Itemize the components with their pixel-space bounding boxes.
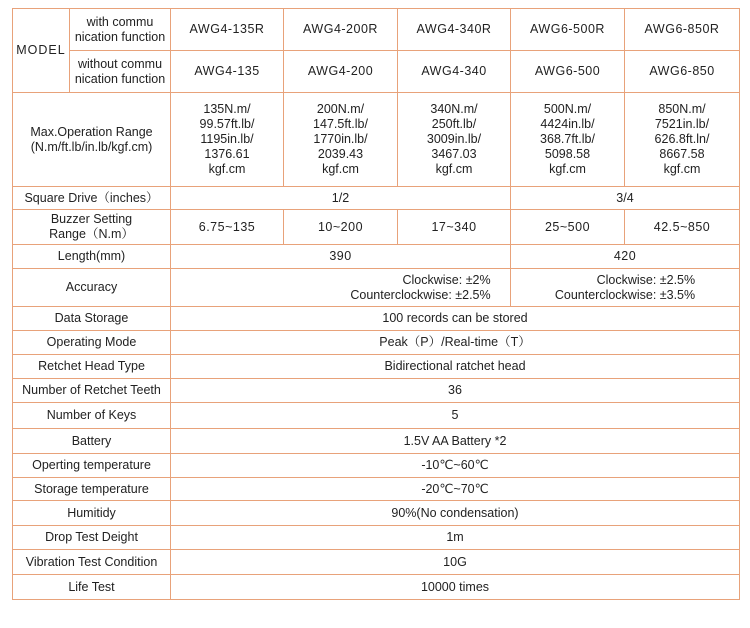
spec-table xyxy=(12,8,740,600)
range-line: 135N.m/ xyxy=(203,102,251,116)
op-temp-label: Operting temperature xyxy=(13,454,171,478)
model-cell: AWG4-135R xyxy=(171,9,284,51)
keys-value: 5 xyxy=(171,403,740,429)
range-line: 99.57ft.lb/ xyxy=(199,117,255,131)
buzzer-value: 6.75~135 xyxy=(171,210,284,245)
vibration-value: 10G xyxy=(171,550,740,575)
model-cell: AWG4-340 xyxy=(398,51,511,93)
max-range-cell xyxy=(171,93,284,187)
model-cell: AWG4-135 xyxy=(171,51,284,93)
model-cell: AWG6-500 xyxy=(511,51,625,93)
table-row xyxy=(13,501,740,526)
range-line: kgf.cm xyxy=(435,162,473,176)
table-row xyxy=(13,245,740,269)
range-line: 1376.61 xyxy=(204,147,250,161)
table-row xyxy=(13,93,740,187)
range-line: 7521in.lb/ xyxy=(654,117,710,131)
teeth-label: Number of Retchet Teeth xyxy=(13,379,171,403)
battery-label: Battery xyxy=(13,429,171,454)
range-line: 3467.03 xyxy=(431,147,477,161)
range-line: kgf.cm xyxy=(663,162,701,176)
length-label: Length(mm) xyxy=(13,245,171,269)
range-line: kgf.cm xyxy=(322,162,359,176)
storage-temp-value: -20℃~70℃ xyxy=(171,478,740,501)
range-line: 850N.m/ xyxy=(658,102,706,116)
accuracy-value xyxy=(511,269,740,307)
table-row xyxy=(13,51,740,93)
buzzer-value: 10~200 xyxy=(284,210,398,245)
table-row xyxy=(13,9,740,51)
range-line: 1770in.lb/ xyxy=(313,132,368,146)
model-cell: AWG4-200 xyxy=(284,51,398,93)
keys-label: Number of Keys xyxy=(13,403,171,429)
table-row xyxy=(13,575,740,600)
length-value: 420 xyxy=(511,245,740,269)
accuracy-block xyxy=(190,273,490,303)
table-row xyxy=(13,454,740,478)
table-row xyxy=(13,478,740,501)
model-cell: AWG4-340R xyxy=(398,9,511,51)
range-line: 4424in.lb/ xyxy=(540,117,595,131)
range-line: 250ft.lb/ xyxy=(431,117,477,131)
range-line: 2039.43 xyxy=(317,147,364,161)
range-line: 8667.58 xyxy=(659,147,705,161)
square-drive-value: 3/4 xyxy=(511,187,740,210)
length-value: 390 xyxy=(171,245,511,269)
range-line: 3009in.lb/ xyxy=(426,132,482,146)
storage-temp-label: Storage temperature xyxy=(13,478,171,501)
operating-mode-label: Operating Mode xyxy=(13,331,171,355)
buzzer-value: 25~500 xyxy=(511,210,625,245)
table-row xyxy=(13,429,740,454)
drop-value: 1m xyxy=(171,526,740,550)
table-row xyxy=(13,355,740,379)
table-row xyxy=(13,210,740,245)
accuracy-line: Clockwise: ±2.5% xyxy=(596,272,696,287)
range-line: 5098.58 xyxy=(544,147,591,161)
table-row xyxy=(13,403,740,429)
square-drive-label: Square Drive（inches） xyxy=(13,187,171,210)
table-row xyxy=(13,526,740,550)
max-range-cell xyxy=(398,93,511,187)
square-drive-value: 1/2 xyxy=(171,187,511,210)
max-range-cell xyxy=(511,93,625,187)
teeth-value: 36 xyxy=(171,379,740,403)
life-label: Life Test xyxy=(13,575,171,600)
model-cell: AWG4-200R xyxy=(284,9,398,51)
operating-mode-value: Peak（P）/Real-time（T） xyxy=(171,331,740,355)
table-row xyxy=(13,269,740,307)
max-range-cell xyxy=(625,93,740,187)
model-cell: AWG6-850R xyxy=(625,9,740,51)
range-line: 1195in.lb/ xyxy=(200,132,254,146)
table-row xyxy=(13,187,740,210)
max-range-label-cell xyxy=(13,93,171,187)
range-line: 626.8ft.ln/ xyxy=(654,132,710,146)
drop-label: Drop Test Deight xyxy=(13,526,171,550)
humidity-value: 90%(No condensation) xyxy=(171,501,740,526)
table-row xyxy=(13,331,740,355)
accuracy-line: Counterclockwise: ±3.5% xyxy=(554,287,696,302)
head-type-value: Bidirectional ratchet head xyxy=(171,355,740,379)
table-row xyxy=(13,379,740,403)
buzzer-value: 42.5~850 xyxy=(625,210,740,245)
range-line: kgf.cm xyxy=(549,162,586,176)
data-storage-value: 100 records can be stored xyxy=(171,307,740,331)
accuracy-value xyxy=(171,269,511,307)
without-comm-label: without commu nication function xyxy=(70,51,171,93)
range-line: 200N.m/ xyxy=(316,102,365,116)
buzzer-value: 17~340 xyxy=(398,210,511,245)
range-line: 340N.m/ xyxy=(430,102,478,116)
life-value: 10000 times xyxy=(171,575,740,600)
model-cell: AWG6-850 xyxy=(625,51,740,93)
table-row xyxy=(13,550,740,575)
model-cell: AWG6-500R xyxy=(511,9,625,51)
buzzer-label-line: Buzzer Setting xyxy=(50,212,133,226)
range-line: kgf.cm xyxy=(208,162,246,176)
buzzer-label-cell xyxy=(13,210,171,245)
data-storage-label: Data Storage xyxy=(13,307,171,331)
accuracy-line: Clockwise: ±2% xyxy=(402,272,491,287)
range-line: 368.7ft.lb/ xyxy=(540,132,595,146)
humidity-label: Humitidy xyxy=(13,501,171,526)
head-type-label: Retchet Head Type xyxy=(13,355,171,379)
max-range-cell xyxy=(284,93,398,187)
model-label: MODEL xyxy=(13,9,70,93)
max-range-label: Max.Operation Range xyxy=(30,124,153,139)
max-range-units: (N.m/ft.lb/in.lb/kgf.cm) xyxy=(30,139,153,154)
vibration-label: Vibration Test Condition xyxy=(13,550,171,575)
buzzer-label-line: Range（N.m） xyxy=(49,227,134,241)
with-comm-label: with commu nication function xyxy=(70,9,171,51)
range-line: 147.5ft.lb/ xyxy=(313,117,368,131)
accuracy-label: Accuracy xyxy=(13,269,171,307)
battery-value: 1.5V AA Battery *2 xyxy=(171,429,740,454)
accuracy-block xyxy=(555,273,695,303)
accuracy-line: Counterclockwise: ±2.5% xyxy=(350,287,491,302)
table-row xyxy=(13,307,740,331)
op-temp-value: -10℃~60℃ xyxy=(171,454,740,478)
range-line: 500N.m/ xyxy=(543,102,592,116)
